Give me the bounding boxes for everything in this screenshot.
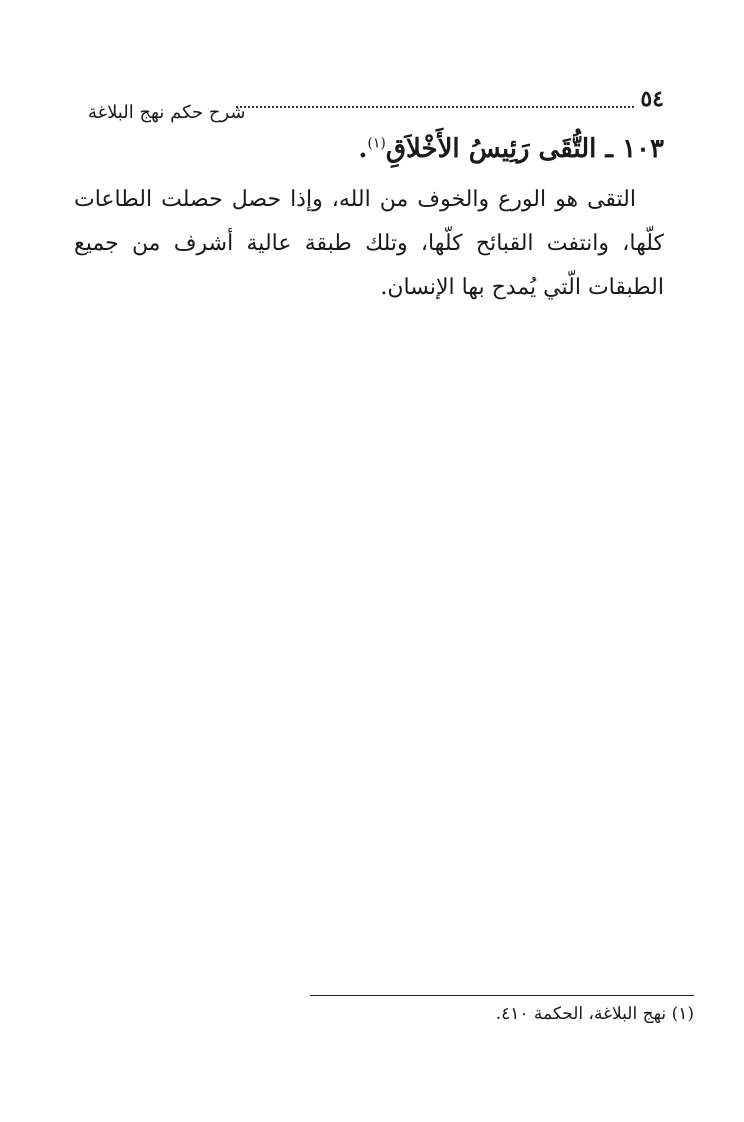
page-header: [88, 86, 664, 126]
footnote-marker: (١): [671, 1004, 694, 1024]
aphorism-title: التُّقَى رَئِيسُ الأَخْلاَقِ: [385, 134, 597, 164]
footnote-text: نهج البلاغة، الحكمة ٤١٠.: [495, 1004, 667, 1024]
aphorism-heading: [358, 134, 664, 164]
page-number: ٥٤: [640, 86, 664, 112]
aphorism-number: ١٠٣: [622, 134, 664, 164]
footnote: [496, 1004, 694, 1024]
running-title: شرح حكم نهج البلاغة: [88, 102, 246, 123]
aphorism-separator: ـ: [596, 134, 623, 164]
footnote-separator: [310, 995, 694, 996]
heading-end-mark: .: [358, 134, 368, 164]
footnote-reference: (١): [367, 135, 386, 152]
header-leader-dots: [236, 106, 634, 108]
body-paragraph: التقى هو الورع والخوف من الله، وإذا حصل حصلت الطاعات كلّها، وانتفت القبائح كلّها، وتلك طبقة عالية أشرف من جميع الطبقات الّتي يُمدح بها الإنسان.: [74, 187, 664, 300]
body-text: [74, 178, 664, 310]
